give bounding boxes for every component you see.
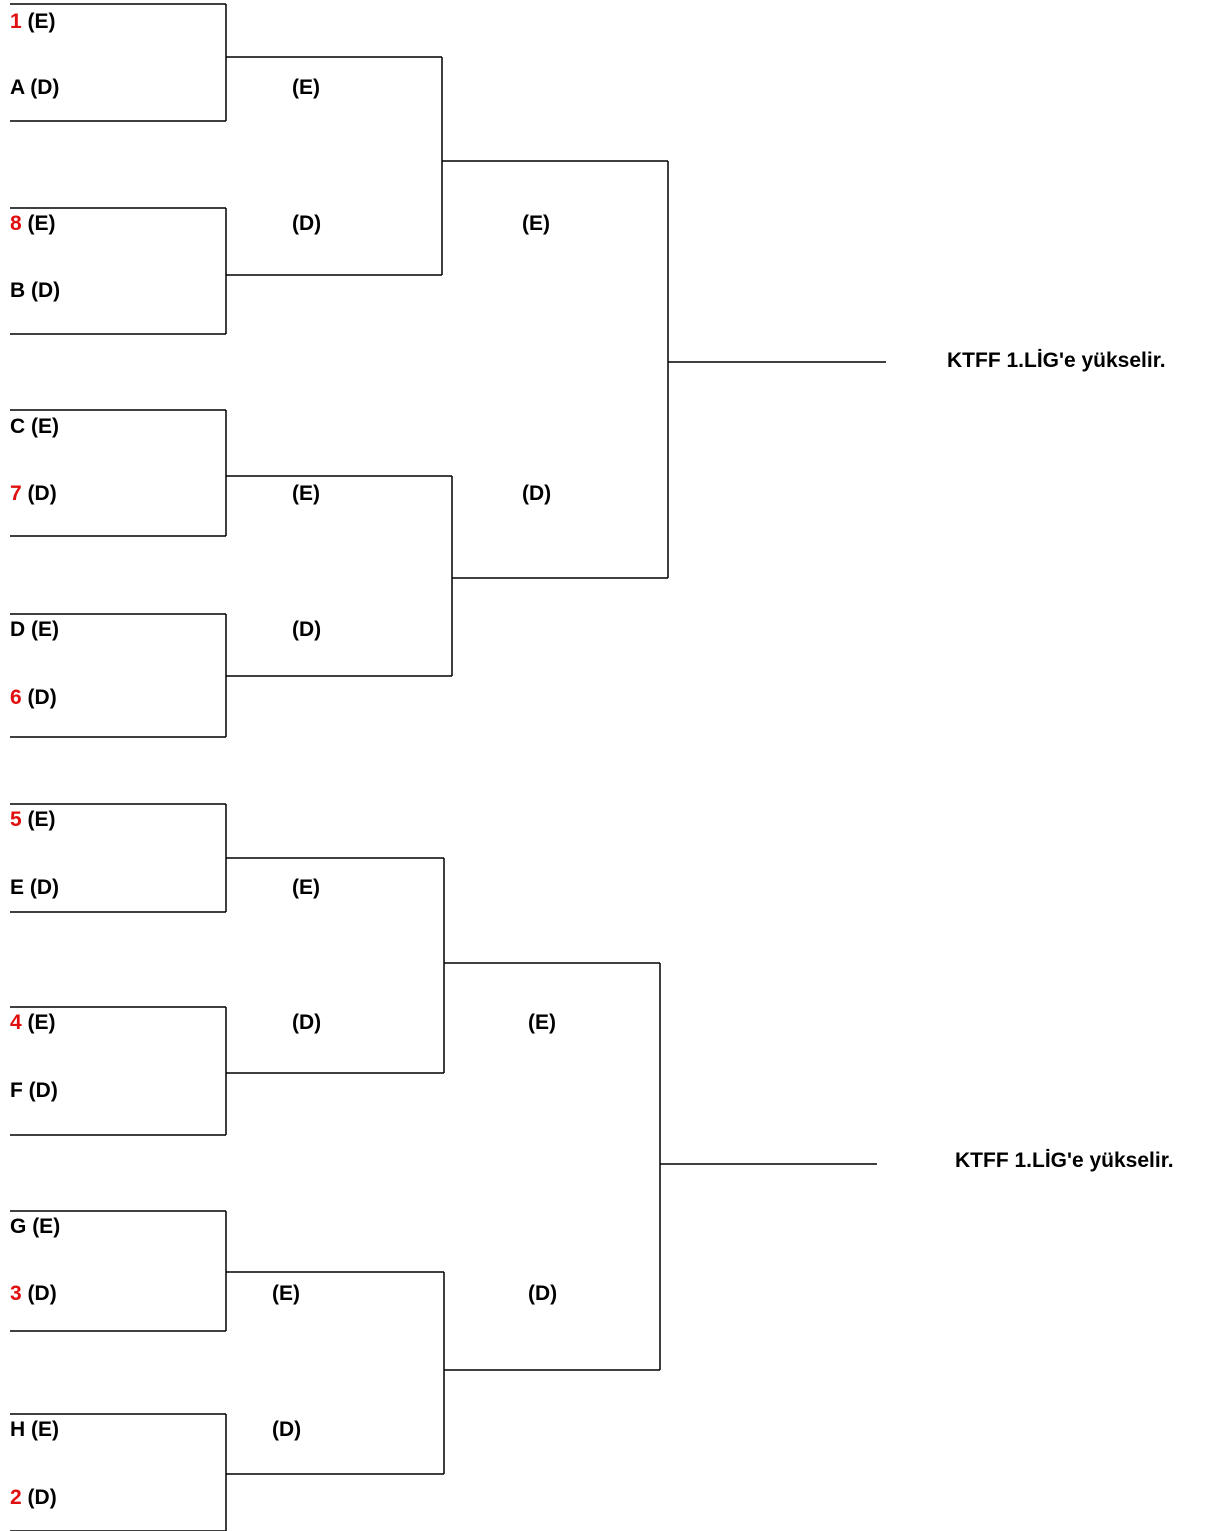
seed-number: 6: [10, 686, 22, 709]
entry-label: [10, 1418, 59, 1442]
seed-number: 1: [10, 10, 22, 33]
team-letter: E: [10, 876, 25, 899]
entry-label: [10, 876, 59, 900]
entry-label: [10, 212, 56, 236]
side-marker: (D): [30, 76, 60, 99]
seed-number: 3: [10, 1282, 22, 1305]
team-letter: A: [10, 76, 25, 99]
round2-slot: (E): [292, 76, 320, 99]
side-marker: (D): [31, 279, 61, 302]
entry-label: [10, 686, 57, 710]
team-letter: F: [10, 1079, 23, 1102]
entry-label: [10, 482, 57, 506]
side-marker: (E): [31, 618, 60, 641]
entry-label: [10, 10, 56, 34]
seed-number: 8: [10, 212, 22, 235]
round2-slot: (E): [292, 482, 320, 505]
seed-number: 5: [10, 808, 22, 831]
entry-label: [10, 1486, 57, 1510]
side-marker: (D): [29, 876, 60, 899]
round2-slot: (D): [292, 1011, 322, 1034]
side-marker: (E): [27, 1011, 56, 1034]
round3-slot: (D): [528, 1282, 558, 1305]
side-marker: (E): [27, 808, 56, 831]
round3-slot: (E): [522, 212, 550, 235]
promotion-result: KTFF 1.LİG'e yükselir.: [947, 349, 1166, 372]
promotion-result: KTFF 1.LİG'e yükselir.: [955, 1149, 1174, 1172]
round2-slot: (D): [292, 212, 322, 235]
team-letter: C: [10, 415, 26, 438]
team-letter: H: [10, 1418, 26, 1441]
side-marker: (D): [27, 1486, 57, 1509]
entry-label: [10, 808, 56, 832]
seed-number: 7: [10, 482, 22, 505]
side-marker: (D): [27, 1282, 57, 1305]
entry-label: [10, 415, 59, 439]
round3-slot: (E): [528, 1011, 556, 1034]
round3-slot: (D): [522, 482, 552, 505]
side-marker: (D): [27, 686, 57, 709]
team-letter: B: [10, 279, 26, 302]
entry-label: [10, 1282, 57, 1306]
seed-number: 4: [10, 1011, 22, 1034]
round2-slot: (D): [292, 618, 322, 641]
round2-slot: (E): [272, 1282, 300, 1305]
side-marker: (D): [27, 482, 57, 505]
side-marker: (E): [27, 10, 56, 33]
entry-label: [10, 1011, 56, 1035]
team-letter: G: [10, 1215, 27, 1238]
round2-slot: (E): [292, 876, 320, 899]
entry-label: [10, 279, 60, 303]
team-letter: D: [10, 618, 26, 641]
entry-label: [10, 1215, 60, 1239]
seed-number: 2: [10, 1486, 22, 1509]
side-marker: (D): [28, 1079, 58, 1102]
side-marker: (E): [27, 212, 56, 235]
entry-label: [10, 1079, 58, 1103]
entry-label: [10, 76, 59, 100]
round2-slot: (D): [272, 1418, 302, 1441]
side-marker: (E): [32, 1215, 61, 1238]
side-marker: (E): [31, 1418, 60, 1441]
side-marker: (E): [31, 415, 60, 438]
entry-label: [10, 618, 59, 642]
